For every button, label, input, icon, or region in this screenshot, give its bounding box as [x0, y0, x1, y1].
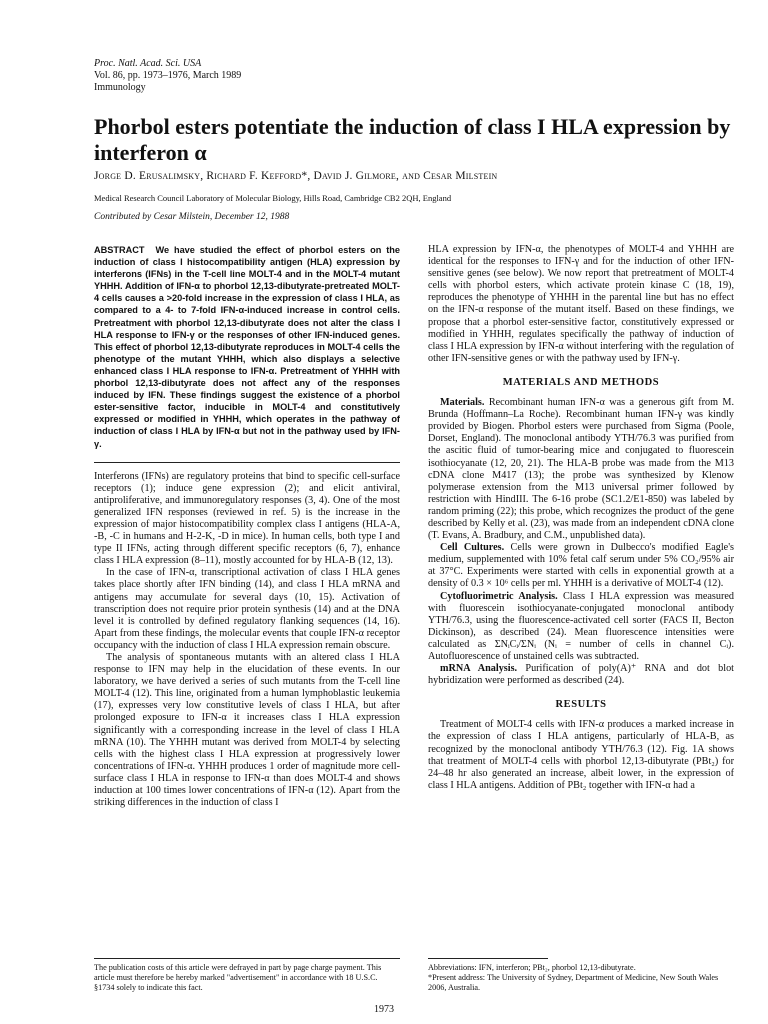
run-head-cytofluorimetric: Cytofluorimetric Analysis. — [440, 590, 558, 602]
methods-cytofluorimetric — [428, 591, 734, 664]
present-address-text: *Present address: The University of Sydney, Department of Medicine, New South Wales 2006, Australia. — [428, 973, 719, 992]
journal-name: Proc. Natl. Acad. Sci. USA — [94, 58, 202, 69]
paper-title: Phorbol esters potentiate the induction of class I HLA expression by interferon α — [94, 114, 731, 165]
results-paragraph: Treatment of MOLT-4 cells with IFN-α produces a marked increase in the expression of class I HLA antigens, particularly of HLA-B, as recognized by the monoclonal antibody YTH/76.3 (12). Fig. 1A shows that treatment of MOLT-4 cells with phorbol 12,13-dibutyrate (PBt₂) for 24–48 hr also generated an increase, albeit lower, in the expression of class I HLA antigens. Addition of PBt₂ together with IFN-α had a — [428, 719, 734, 791]
footnote-divider-left — [94, 958, 400, 959]
methods-heading: MATERIALS AND METHODS — [502, 376, 660, 388]
materials-text: Recombinant human IFN-α was a generous gift from M. Brunda (Hoffmann–La Roche). Recombinant human IFN-γ was kindly provided by Biogen. Phorbol esters were purchased from Sigma (Poole, Dorset, England). The monoclonal antibody YTH/76.3 was purified from the ascitic fluid of tumor-bearing mice and conjugated to fluorescein isothiocyanate (12, 20, 21). The HLA-B probe was made from the M13 cDNA clone M417 (13); the probe was synthesized by Klenow polymerase extension from the M13 universal primer followed by restriction with HindIII. The 6-16 probe (SC1.2/E1-850) was labeled by random priming (22); this probe, which recognizes the product of the gene described by Kelly et al. (23), was made from an independent cDNA clone (T. Evans, A. Bradbury, and C.M., unpublished data). — [428, 397, 735, 542]
journal-section: Immunology — [94, 82, 146, 93]
intro-paragraph-2: In the case of IFN-α, transcriptional activation of class I HLA genes takes place shortly after IFN binding (14), and class I HLA mRNA and antigens may accumulate for several days (10, 15). Activation of transcription does not require prior protein synthesis (14) and at the DNA level it is controlled by defined regulatory flanking sequences (14, 16). Apart from these findings, the molecular events that couple IFN-α receptor occupancy with the induction of class I HLA expression remain obscure. — [94, 567, 400, 651]
results-heading: RESULTS — [555, 699, 607, 711]
publication-cost-text: The publication costs of this article were defrayed in part by page charge payment. This article must therefore be hereby marked "advertisement" in accordance with 18 U.S.C. §1734 solely to indicate this fact. — [94, 963, 382, 992]
abstract-text: We have studied the effect of phorbol esters on the induction of class I histocompatibility antigen (HLA) expression by interferons (IFNs) in the T-cell line MOLT-4 and in the MOLT-4 mutant YHHH. Addition of IFN-α to phorbol 12,13-dibutyrate-pretreated MOLT-4 cells causes a >20-fold increase in the expression of class I HLA, as compared to a 4- to 7-fold IFN-α-induced increase in control cells. Pretreatment with phorbol 12,13-dibutyrate does not alter the class I HLA response to IFN-γ or the responses of other IFN-induced genes. This effect of phorbol 12,13-dibutyrate reproduces in MOLT-4 cells the phenotype of the mutant YHHH, which also displays a selective enhanced class I HLA response to IFN-α. Pretreatment of YHHH with phorbol 12,13-dibutyrate does not affect any of the responses induced by IFN. These findings suggest the existence of a phorbol ester-sensitive factor, inducible in MOLT-4 and constitutively expressed or modified in YHHH, which operates in the pathway of induction of class I HLA by IFN-α but not in the pathway used by IFN-γ. — [94, 245, 400, 449]
abstract-divider — [94, 462, 400, 463]
abbreviations-footnote — [428, 958, 734, 993]
intro-paragraph-3: The analysis of spontaneous mutants with an altered class I HLA response to IFN may help in the elucidation of these events. In our laboratory, we have derived a series of such mutants from the T-cell line MOLT-4 (12). This line, originated from a human lymphoblastic leukemia (17), expresses very low constitutive levels of class I HLA, but after prolonged exposure to IFN-α it increases class I HLA expression significantly with a corresponding increase in the level of class I HLA mRNA (10). The YHHH mutant was derived from MOLT-4 by selecting cells with the highest class I HLA expression at progressively lower concentrations of IFN-α. YHHH produces 1 order of magnitude more cell-surface class I HLA in response to IFN-α than does MOLT-4 and shows induction at 100 times lower concentrations of IFN-α (12). Apart from the striking differences in the induction of class I — [94, 652, 400, 809]
mrna-text: Purification of poly(A)⁺ RNA and dot blot hybridization were performed as described (24). — [428, 663, 734, 687]
journal-volume: Vol. 86, pp. 1973–1976, March 1989 — [94, 70, 242, 81]
intro-continuation: HLA expression by IFN-α, the phenotypes of MOLT-4 and YHHH are identical for the responses to IFN-γ and for the induction of other IFN-sensitive genes (see below). We now report that pretreatment of MOLT-4 cells with phorbol esters, which activate protein kinase C (18, 19), reproduces the phenotype of YHHH in the parental line but has no effect on the IFN-α response of the mutant itself. Based on these findings, we propose that a phorbol ester-sensitive factor, constitutively expressed or modified in YHHH, regulates specifically the pathway of induction of class I HLA expression by IFN-α without interfering with the regulation of other IFN-sensitive genes or with the pathway used by IFN-γ. — [428, 244, 734, 364]
abbreviations-text: Abbreviations: IFN, interferon; PBt₂, phorbol 12,13-dibutyrate. — [428, 963, 636, 972]
left-column — [94, 244, 400, 809]
page-number: 1973 — [374, 1004, 394, 1015]
methods-cell-cultures — [428, 542, 734, 590]
methods-mrna — [428, 663, 734, 687]
cell-cultures-text: Cells were grown in Dulbecco's modified Eagle's medium, supplemented with 10% fetal calf serum under 5% CO₂/95% air at 37°C. Experiments were started with cells in exponential growth at a density of 0.3 × 10⁶ cells per ml. YHHH is a derivative of MOLT-4 (12). — [428, 542, 734, 590]
run-head-cell-cultures: Cell Cultures. — [440, 542, 505, 554]
run-head-mrna: mRNA Analysis. — [440, 663, 518, 675]
right-column — [428, 244, 734, 792]
affiliation: Medical Research Council Laboratory of Molecular Biology, Hills Road, Cambridge CB2 2QH, England — [94, 193, 452, 203]
publication-cost-footnote — [94, 958, 400, 993]
abstract — [94, 244, 400, 450]
contributed-line: Contributed by Cesar Milstein, December 12, 1988 — [94, 212, 290, 222]
footnote-divider-right — [428, 958, 548, 959]
author-list: Jorge D. Erusalimsky, Richard F. Kefford*, David J. Gilmore, and Cesar Milstein — [94, 170, 498, 182]
journal-header — [94, 58, 241, 94]
abstract-label: ABSTRACT — [94, 245, 145, 255]
methods-materials — [428, 397, 734, 542]
intro-paragraph-1: Interferons (IFNs) are regulatory proteins that bind to specific cell-surface receptors (1); induce gene expression (2); and elicit antiviral, antiproliferative, and immunoregulatory responses (3, 4). One of the most generalized IFN responses (reviewed in ref. 5) is the increase in the expression of major histocompatibility complex class I antigens (HLA-A, -B, -C in humans and H-2-K, -D in mice). In human cells, both type I and type II IFNs, acting through different specific receptors (6, 7), enhance class I HLA expression (8–11), mostly accounted for by HLA-B (12, 13). — [94, 470, 400, 567]
cytofluorimetric-text: Class I HLA expression was measured with fluorescein isothiocyanate-conjugated monoclonal antibody YTH/76.3, using the fluorescence-activated cell sorter (FACS II, Becton Dickinson), as described (24). Mean fluorescence intensities were calculated as ΣNᵢCᵢ/ΣNᵢ (Nᵢ = number of cells in channel Cᵢ). Autofluorescence of unstained cells was subtracted. — [428, 590, 734, 662]
run-head-materials: Materials. — [440, 397, 485, 409]
